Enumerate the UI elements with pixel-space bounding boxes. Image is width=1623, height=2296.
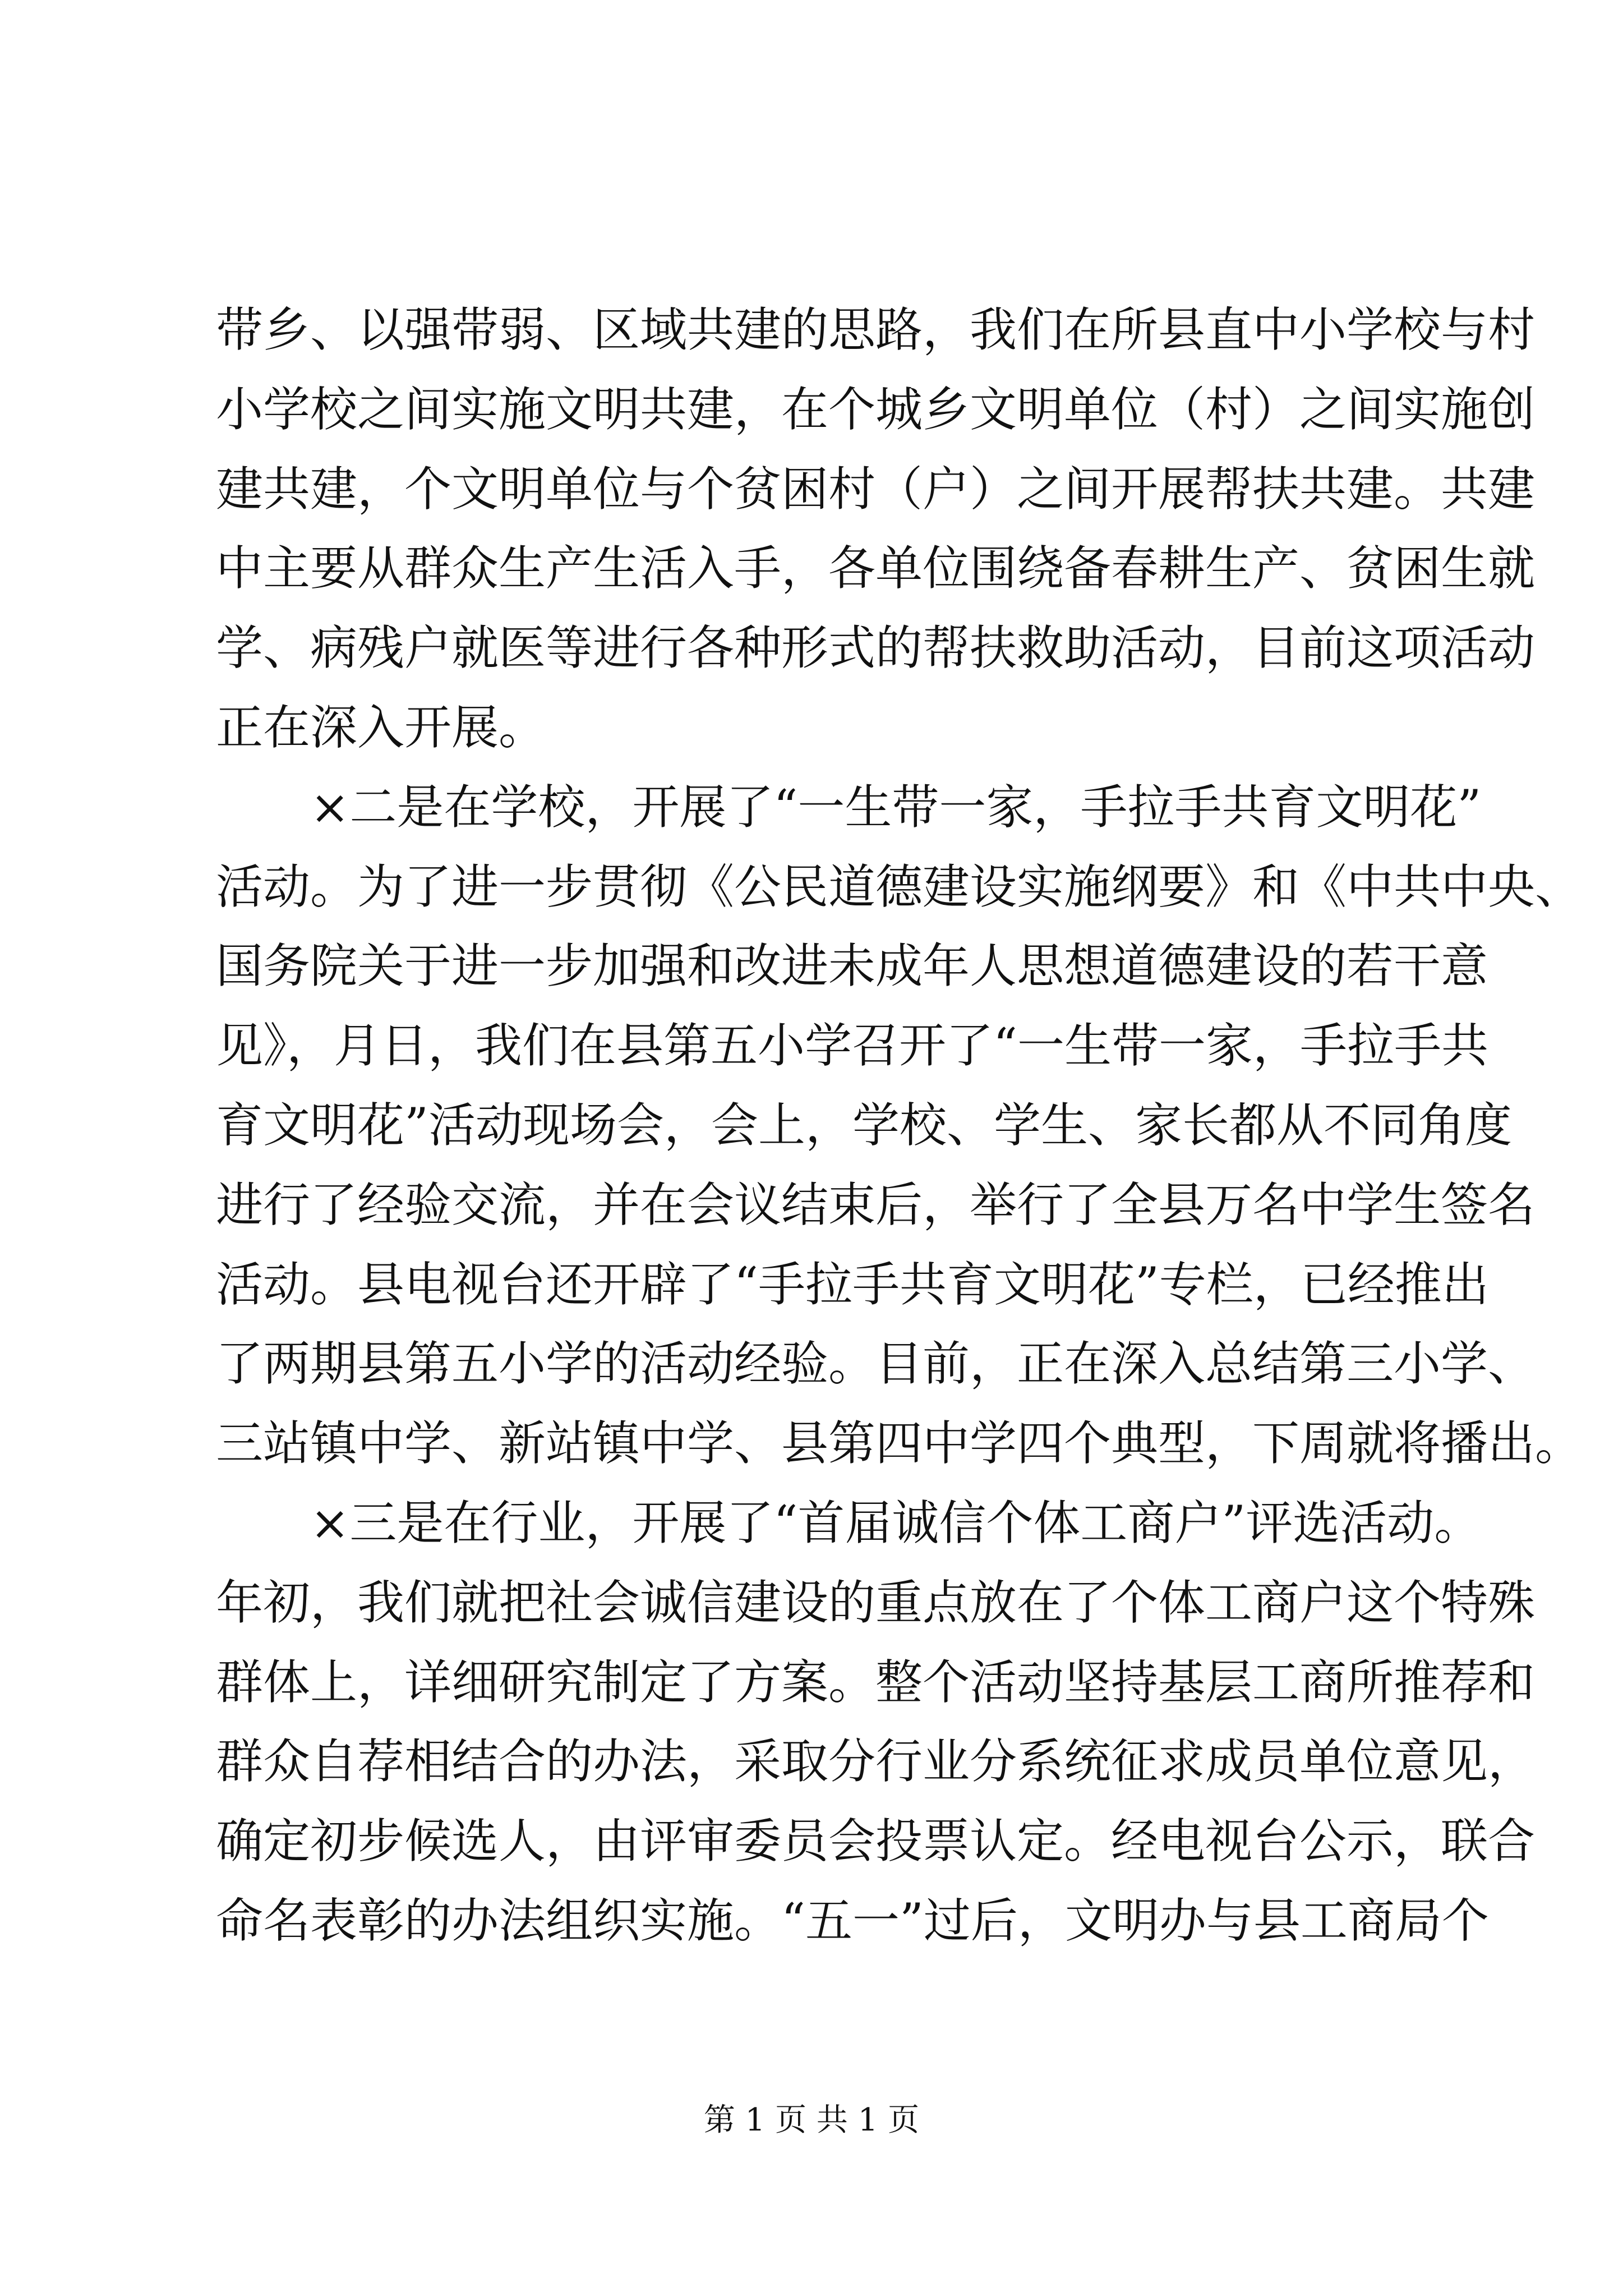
text-line: 活动。为了进一步贯彻《公民道德建设实施纲要》和《中共中央、 [216, 859, 1583, 914]
text-line: 带乡、以强带弱、区域共建的思路，我们在所县直中小学校与村 [216, 302, 1536, 357]
text-line: 见》，月日，我们在县第五小学召开了“一生带一家，手拉手共 [216, 1018, 1488, 1074]
text-line: ×二是在学校，开展了“一生带一家，手拉手共育文明花” [310, 779, 1482, 835]
text-line: 育文明花”活动现场会，会上，学校、学生、家长都从不同角度 [216, 1097, 1512, 1153]
text-line: 国务院关于进一步加强和改进未成年人思想道德建设的若干意 [216, 938, 1488, 994]
text-line: 小学校之间实施文明共建，在个城乡文明单位（村）之间实施创 [216, 381, 1536, 437]
text-line: 年初，我们就把社会诚信建设的重点放在了个体工商户这个特殊 [216, 1575, 1536, 1630]
text-line: 正在深入开展。 [216, 700, 546, 755]
text-line: 学、病残户就医等进行各种形式的帮扶救助活动，目前这项活动 [216, 620, 1536, 676]
text-line: 活动。县电视台还开辟了“手拉手共育文明花”专栏，已经推出 [216, 1257, 1489, 1312]
text-line: 确定初步候选人，由评审委员会投票认定。经电视台公示，联合 [216, 1814, 1536, 1869]
text-line: 进行了经验交流，并在会议结束后，举行了全县万名中学生签名 [216, 1177, 1536, 1232]
text-line: 建共建，个文明单位与个贫困村（户）之间开展帮扶共建。共建 [216, 461, 1536, 517]
text-line: ×三是在行业，开展了“首届诚信个体工商户”评选活动。 [310, 1495, 1482, 1550]
text-line: 中主要从群众生产生活入手，各单位围绕备春耕生产、贫困生就 [216, 541, 1536, 596]
page-footer: 第 1 页 共 1 页 [703, 2102, 920, 2138]
text-line: 三站镇中学、新站镇中学、县第四中学四个典型，下周就将播出。 [216, 1416, 1583, 1471]
text-line: 群众自荐相结合的办法，采取分行业分系统征求成员单位意见， [216, 1734, 1536, 1789]
text-line: 群体上，详细研究制定了方案。整个活动坚持基层工商所推荐和 [216, 1654, 1536, 1710]
text-line: 命名表彰的办法组织实施。“五一”过后，文明办与县工商局个 [216, 1893, 1489, 1948]
text-line: 了两期县第五小学的活动经验。目前，正在深入总结第三小学、 [216, 1336, 1536, 1392]
document-body [216, 291, 1583, 1961]
